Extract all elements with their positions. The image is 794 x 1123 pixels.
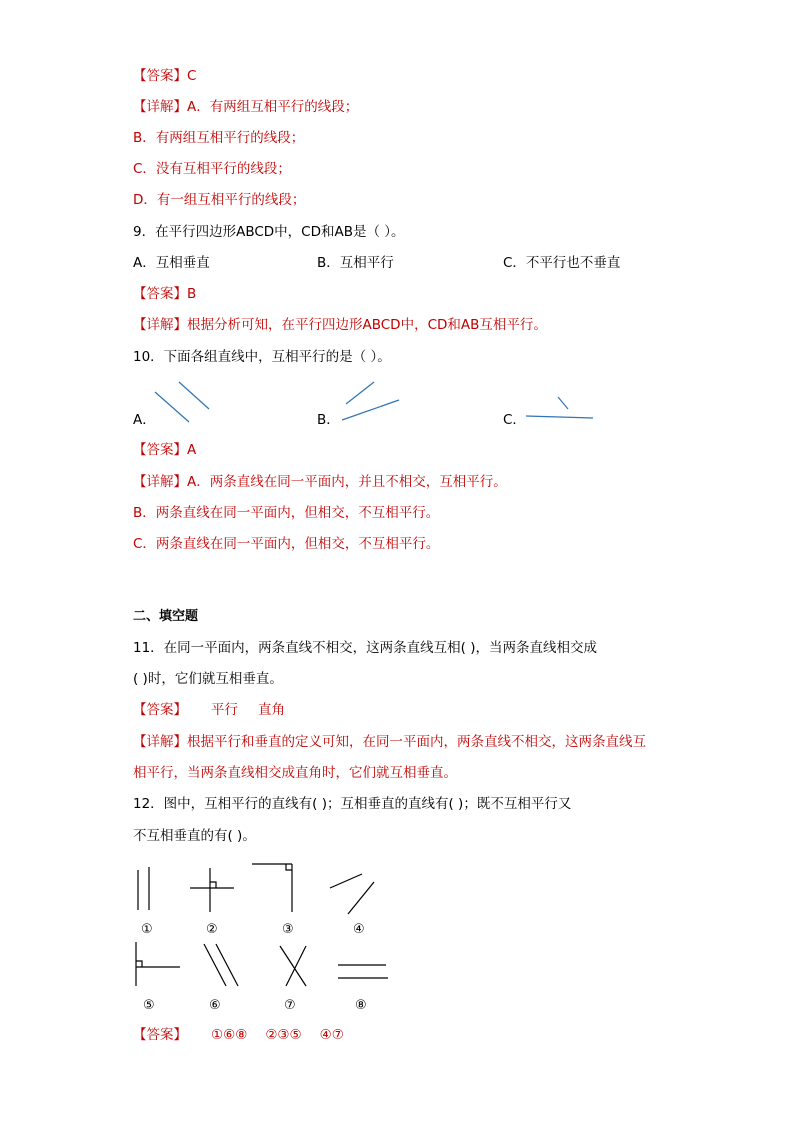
answer-tag: 【答案】 (133, 286, 187, 302)
section-heading: 二、填空题 (133, 609, 199, 624)
q9-option-a: A．互相垂直 (133, 255, 210, 271)
q12-label-5: ⑤ (143, 998, 155, 1013)
detail-tag: 【详解】 (133, 734, 187, 750)
q11-line-2: ( )时，它们就互相垂直。 (133, 671, 283, 687)
q10-c-line-1 (558, 397, 568, 409)
q10-option-a: A． (133, 412, 156, 428)
q12-label-1: ① (141, 922, 153, 937)
fig7-line-2 (286, 946, 306, 986)
q11-detail-line-2: 相平行，当两条直线相交成直角时，它们就互相垂直。 (133, 765, 457, 781)
q12-figure-2 (186, 862, 238, 914)
q12-label-6: ⑥ (209, 998, 221, 1013)
q10-b-line-1 (346, 382, 374, 404)
q10-option-b: B． (317, 412, 340, 428)
q12-label-7: ⑦ (284, 998, 296, 1013)
q12-answer-1: ①⑥⑧ (211, 1027, 248, 1043)
q12-figure-6 (198, 940, 246, 992)
q12-label-8: ⑧ (355, 998, 367, 1013)
q10-a-line-1 (155, 392, 189, 422)
answer-tag: 【答案】 (133, 1027, 187, 1043)
q9-answer: B (187, 286, 197, 302)
q8-answer: C (187, 68, 197, 84)
q10-figure-b (340, 378, 404, 426)
q10-detail-a-text: A．两条直线在同一平面内，并且不相交，互相平行。 (187, 474, 507, 490)
q10-b-line-2 (342, 400, 399, 420)
fig3-right-angle (286, 864, 292, 870)
q10-option-c: C． (503, 412, 526, 428)
fig7-line-1 (280, 946, 306, 986)
fig4-line-2 (348, 882, 374, 914)
fig6-line-2 (216, 944, 238, 986)
fig5-right-angle (136, 961, 142, 967)
q12-label-2: ② (206, 922, 218, 937)
q10-a-line-2 (179, 382, 209, 409)
q8-answer-line (133, 66, 196, 86)
fig6-line-1 (204, 944, 226, 986)
q10-c-line-2 (526, 416, 593, 418)
q11-answer-line (133, 700, 285, 720)
detail-tag: 【详解】 (133, 317, 187, 333)
q9-detail-line (133, 315, 547, 335)
fig4-line-1 (330, 874, 362, 888)
q12-answer-line (133, 1025, 344, 1045)
q10-answer: A (187, 442, 197, 458)
q12-figure-1 (130, 862, 170, 914)
q10-detail-a (133, 472, 507, 492)
answer-tag: 【答案】 (133, 702, 187, 718)
q10-figure-c (524, 393, 596, 423)
q12-answer-2: ②③⑤ (265, 1027, 302, 1043)
q10-detail-c: C．两条直线在同一平面内，但相交，不互相平行。 (133, 536, 440, 552)
q8-detail-b: B．有两组互相平行的线段； (133, 130, 305, 146)
q12-figure-3 (248, 858, 300, 916)
q8-detail-d: D．有一组互相平行的线段； (133, 192, 306, 208)
q11-answer-1: 平行 (211, 702, 238, 718)
q9-option-c: C．不平行也不垂直 (503, 255, 621, 271)
q9-option-b: B．互相平行 (317, 255, 394, 271)
q10-answer-line (133, 440, 196, 460)
fig2-right-angle (210, 882, 216, 888)
q8-detail-c: C．没有互相平行的线段； (133, 161, 291, 177)
q12-figure-4 (326, 868, 382, 918)
q12-line-2: 不互相垂直的有( )。 (133, 828, 256, 844)
q10-detail-b: B．两条直线在同一平面内，但相交，不互相平行。 (133, 505, 440, 521)
q11-detail-line-1 (133, 732, 646, 752)
q12-answer-3: ④⑦ (319, 1027, 344, 1043)
q12-line-1: 12．图中，互相平行的直线有( )；互相垂直的直线有( )；既不互相平行又 (133, 796, 572, 812)
q12-figure-8 (334, 956, 394, 986)
q12-label-3: ③ (282, 922, 294, 937)
q9-question: 9．在平行四边形ABCD中，CD和AB是（ ）。 (133, 224, 405, 240)
detail-tag: 【详解】 (133, 474, 187, 490)
answer-tag: 【答案】 (133, 442, 187, 458)
q10-figure-a (155, 378, 215, 428)
q9-detail: 根据分析可知，在平行四边形ABCD中，CD和AB互相平行。 (187, 317, 547, 333)
q9-answer-line (133, 284, 196, 304)
q8-detail-a (133, 97, 358, 117)
q8-detail-a-text: A．有两组互相平行的线段； (187, 99, 359, 115)
q11-line-1: 11．在同一平面内，两条直线不相交，这两条直线互相( )，当两条直线相交成 (133, 640, 598, 656)
q10-question: 10．下面各组直线中，互相平行的是（ ）。 (133, 349, 391, 365)
q11-answer-2: 直角 (258, 702, 285, 718)
q11-detail-1: 根据平行和垂直的定义可知，在同一平面内，两条直线不相交，这两条直线互 (187, 734, 646, 750)
answer-tag: 【答案】 (133, 68, 187, 84)
q12-label-4: ④ (353, 922, 365, 937)
q12-figure-5 (128, 938, 186, 990)
detail-tag: 【详解】 (133, 99, 187, 115)
q12-figure-7 (276, 940, 316, 992)
